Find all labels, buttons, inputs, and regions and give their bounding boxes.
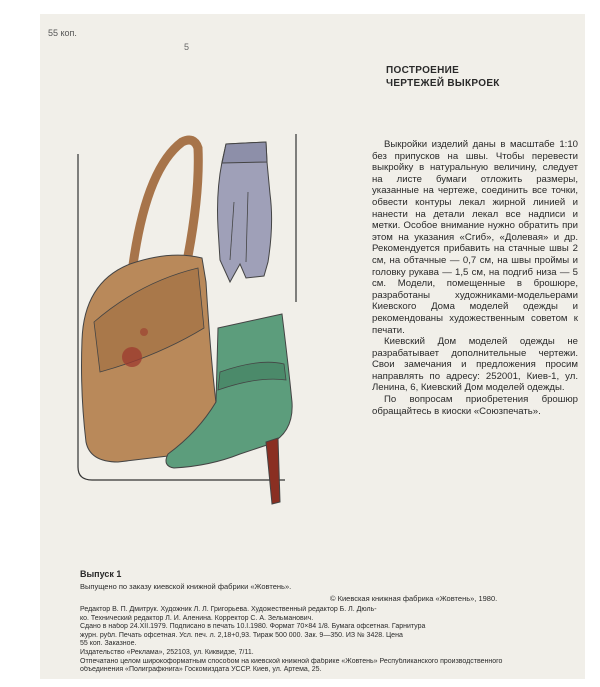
imprint-line: ко. Технический редактор Л. И. Аленина. Корректор С. А. Зельманович. bbox=[80, 614, 314, 622]
price-label: 55 коп. bbox=[48, 28, 77, 38]
glove-drawing bbox=[218, 142, 272, 282]
imprint-line: Издательство «Реклама», 252103, ул. Киквидзе, 7/11. bbox=[80, 648, 254, 656]
imprint-line: журн. рубл. Печать офсетная. Усл. печ. л. 2,18+0,93. Тираж 500 000. Зак. 9—350. ИЗ № 3428. Цена bbox=[80, 631, 403, 639]
imprint-line: Сдано в набор 24.XII.1979. Подписано в печать 10.I.1980. Формат 70×84 1/8. Бумага офсетная. Гарнитура bbox=[80, 623, 426, 631]
magazine-page bbox=[40, 14, 585, 679]
paragraph-instructions: Выкройки изделий даны в масштабе 1:10 без припусков на швы. Чтобы перевести выкройку в натуральную величину, следует на листе бумаги отложить размеры, указанные на чертеже, соединить все точки, обвести контуры лекал жирной линией и нанести на детали лекал все надписи и метки. Особое внимание нужно обратить при этом на указания «Сгиб», «Долевая» и др. Рекомендуется прибавить на стачные швы 2 см, на обтачные — 0,7 см, на швы проймы и головку рукава — 1,5 см, на подгиб низа — 5 см. Модели, помещенные в брошюре, разработаны художниками-модельерами Киевского Дома моделей одежды и рекомендованы художественным советом к печати. bbox=[372, 139, 578, 336]
article-body bbox=[372, 139, 578, 417]
title-line-2: ЧЕРТЕЖЕЙ ВЫКРОЕК bbox=[386, 78, 500, 89]
imprint-line: объединения «Полиграфкнига» Госкомиздата УССР. Киев, ул. Артема, 25. bbox=[80, 666, 322, 674]
copyright-notice: © Киевская книжная фабрика «Жовтень», 1980. bbox=[330, 594, 498, 603]
imprint-line: 55 коп. Заказное. bbox=[80, 640, 137, 648]
accessories-illustration bbox=[70, 132, 310, 522]
title-line-1: ПОСТРОЕНИЕ bbox=[386, 65, 460, 76]
paragraph-contact: Киевский Дом моделей одежды не разрабатывает дополнительные чертежи. Свои замечания и предложения просим направлять по адресу: 252001, Киев-1, ул. Ленина, 6, Киевский Дом моделей одежды. bbox=[372, 336, 578, 394]
article-title bbox=[386, 64, 586, 90]
imprint-line: Редактор В. П. Дмитрук. Художник Л. Л. Григорьева. Художественный редактор Б. Л. Дюль- bbox=[80, 606, 377, 613]
printed-by: Выпущено по заказу киевской книжной фабрики «Жовтень». bbox=[80, 582, 292, 591]
issue-label: Выпуск 1 bbox=[80, 569, 122, 579]
imprint-line: Отпечатано целом широкоформатным способом на киевской книжной фабрике «Жовтень» Республиканского производственного bbox=[80, 657, 503, 665]
imprint-block bbox=[80, 606, 585, 675]
paragraph-purchase: По вопросам приобретения брошюр обращайтесь в киоски «Союзпечать». bbox=[372, 394, 578, 417]
page-number: 5 bbox=[184, 42, 190, 52]
